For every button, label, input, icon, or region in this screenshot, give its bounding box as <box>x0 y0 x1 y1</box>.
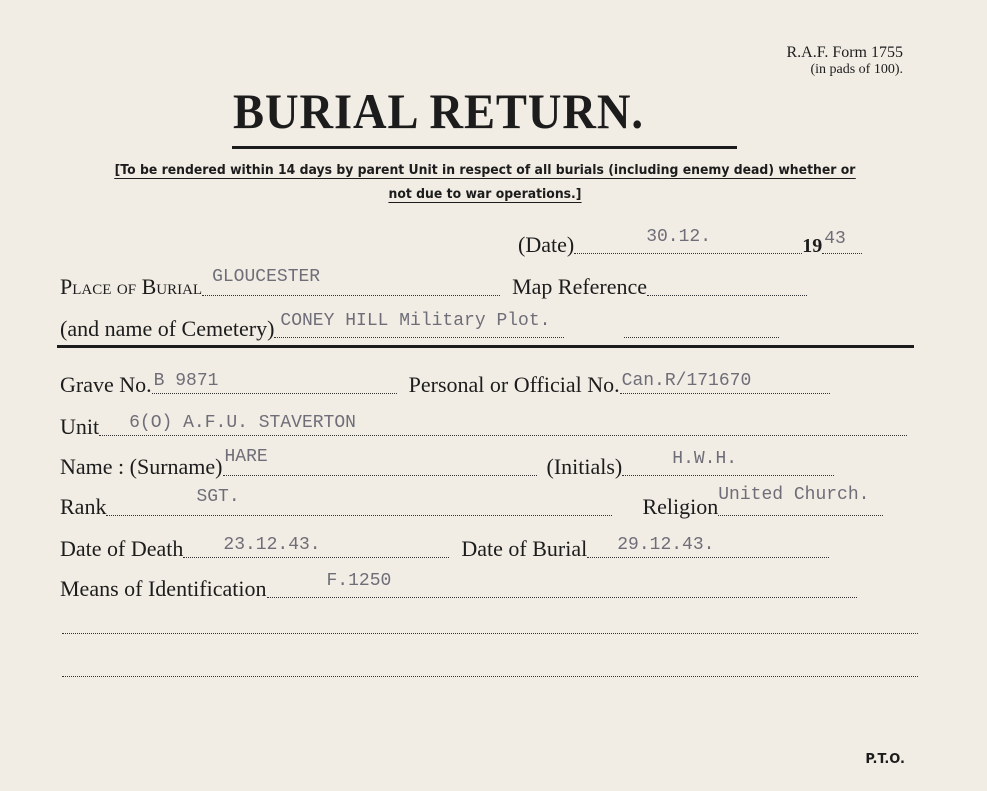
cemetery-value: CONEY HILL Military Plot. <box>280 311 551 331</box>
unit-row <box>60 410 907 440</box>
burial-field[interactable] <box>587 535 829 558</box>
page-title: BURIAL RETURN. <box>233 83 644 139</box>
religion-label: Religion <box>642 494 719 519</box>
map-label: Map Reference <box>512 274 648 299</box>
blank-line-2[interactable] <box>62 676 918 677</box>
cemetery-field[interactable] <box>274 311 564 338</box>
cemetery-row <box>60 312 779 342</box>
initials-label: (Initials) <box>546 454 623 479</box>
grave-row <box>60 368 830 398</box>
religion-value: United Church. <box>718 485 870 505</box>
year-value: 43 <box>824 229 846 249</box>
grave-value: B 9871 <box>153 371 219 391</box>
instruction-line-2: not due to war operations.] <box>388 186 582 202</box>
place-label: Place of Burial <box>60 274 203 299</box>
initials-field[interactable] <box>622 449 834 476</box>
religion-field[interactable] <box>718 485 883 516</box>
map-field[interactable] <box>647 273 807 296</box>
cemetery-field-extra[interactable] <box>624 315 779 338</box>
section-divider <box>57 345 914 348</box>
name-row <box>60 447 834 480</box>
burial-value: 29.12.43. <box>617 535 715 555</box>
form-number <box>786 44 903 78</box>
instructions <box>88 158 881 206</box>
place-field[interactable] <box>202 267 500 296</box>
instruction-line-1: [To be rendered within 14 days by parent Unit in respect of all burials (including enemy dead) whether or <box>114 162 856 178</box>
place-value: GLOUCESTER <box>212 267 321 287</box>
unit-value: 6(O) A.F.U. STAVERTON <box>129 413 356 433</box>
year-prefix: 19 <box>802 235 823 257</box>
death-field[interactable] <box>183 535 449 558</box>
official-label: Personal or Official No. <box>408 372 620 397</box>
date-value: 30.12. <box>646 227 711 247</box>
means-value: F.1250 <box>326 571 392 591</box>
rank-field[interactable] <box>106 487 612 516</box>
rank-label: Rank <box>60 494 107 519</box>
form-pads-text: (in pads of 100). <box>810 62 903 77</box>
place-row <box>60 267 807 300</box>
unit-label: Unit <box>60 414 100 439</box>
date-row <box>518 228 862 258</box>
means-field[interactable] <box>267 571 857 598</box>
surname-field[interactable] <box>223 447 537 476</box>
blank-line-1[interactable] <box>62 633 918 634</box>
official-field[interactable] <box>620 371 830 394</box>
death-label: Date of Death <box>60 536 184 561</box>
date-field[interactable] <box>574 227 802 254</box>
unit-field[interactable] <box>99 413 907 436</box>
means-row <box>60 572 857 602</box>
form-number-text: R.A.F. Form 1755 <box>786 44 903 61</box>
rank-value: SGT. <box>196 487 240 507</box>
initials-value: H.W.H. <box>672 449 738 469</box>
date-label: (Date) <box>518 232 575 257</box>
death-row <box>60 532 829 562</box>
means-label: Means of Identification <box>60 576 267 601</box>
rank-row <box>60 485 883 520</box>
cemetery-label: (and name of Cemetery) <box>60 316 275 341</box>
surname-value: HARE <box>224 447 268 467</box>
burial-label: Date of Burial <box>461 536 588 561</box>
grave-label: Grave No. <box>60 372 152 397</box>
death-value: 23.12.43. <box>223 535 321 555</box>
title-underline <box>232 146 737 149</box>
official-value: Can.R/171670 <box>621 371 752 391</box>
pto-label: P.T.O. <box>865 752 905 767</box>
grave-field[interactable] <box>152 371 397 394</box>
year-field[interactable] <box>822 231 862 254</box>
surname-label: Name : (Surname) <box>60 454 223 479</box>
